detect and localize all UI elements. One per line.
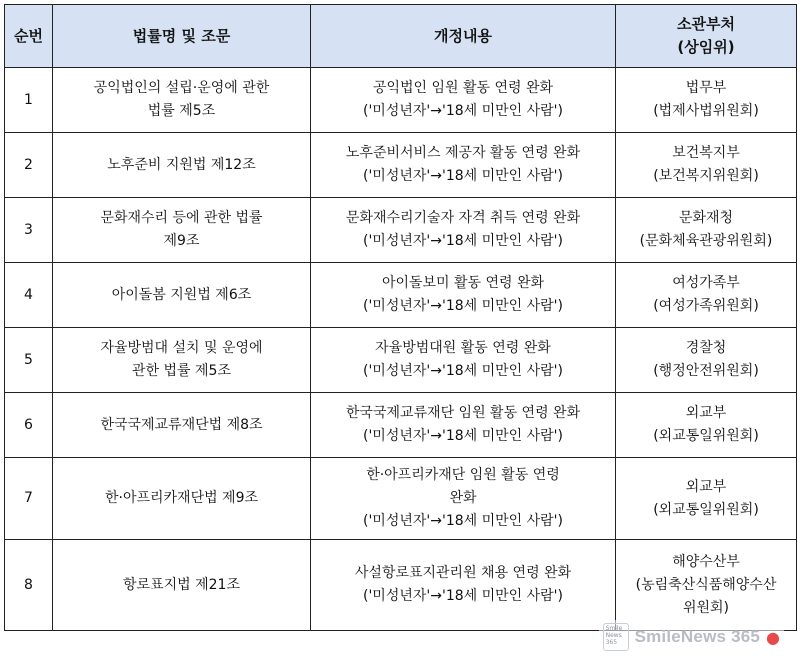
ministry-cell-line: (외교통일위원회)	[653, 501, 759, 518]
law-cell-line: 공익법인의 설립·운영에 관한	[93, 80, 270, 96]
amend-cell-line: 완화	[449, 490, 477, 506]
amend-cell	[311, 198, 616, 263]
amend-cell-line: ('미성년자'→'18세 미만인 사람')	[362, 103, 563, 119]
amend-cell-line: ('미성년자'→'18세 미만인 사람')	[362, 588, 563, 604]
header-amend: 개정내용	[311, 5, 616, 68]
law-cell-line: 한·아프리카재단법 제9조	[104, 490, 259, 506]
table-row	[5, 68, 797, 133]
law-amendment-table	[4, 4, 797, 631]
row-number: 1	[5, 68, 53, 133]
amend-cell-line: 노후준비서비스 제공자 활동 연령 완화	[345, 145, 581, 161]
amend-cell-line: 문화재수리기술자 자격 취득 연령 완화	[345, 210, 581, 226]
table-body	[5, 68, 797, 631]
amend-cell-line: ('미성년자'→'18세 미만인 사람')	[362, 168, 563, 184]
table-row	[5, 133, 797, 198]
amend-cell	[311, 393, 616, 458]
ministry-cell-line: (보건복지위원회)	[653, 168, 759, 184]
row-number: 5	[5, 328, 53, 393]
table-row	[5, 328, 797, 393]
row-number: 6	[5, 393, 53, 458]
amend-cell-line: 한·아프리카재단 임원 활동 연령	[366, 467, 560, 483]
ministry-cell-line: (행정안전위원회)	[653, 363, 759, 379]
header-ministry-line2: (상임위)	[677, 38, 735, 56]
ministry-cell-line: 법무부	[685, 80, 727, 96]
ministry-cell-line: 경찰청	[685, 340, 727, 356]
amend-cell-line: ('미성년자'→'18세 미만인 사람')	[362, 233, 563, 249]
amend-cell-line: ('미성년자'→'18세 미만인 사람')	[362, 298, 563, 314]
law-cell-line: 자율방범대 설치 및 운영에	[100, 340, 263, 356]
ministry-cell-line: 문화재청	[678, 210, 734, 226]
law-cell	[53, 328, 311, 393]
law-cell-line: 한국국제교류재단법 제8조	[100, 416, 263, 433]
law-cell-line: 아이돌봄 지원법 제6조	[111, 286, 252, 303]
law-cell	[53, 133, 311, 198]
watermark-brand: SmileNews 365	[634, 627, 761, 646]
header-ministry-line1: 소관부처	[677, 15, 735, 33]
amend-cell	[311, 540, 616, 631]
law-cell	[53, 540, 311, 631]
row-number: 2	[5, 133, 53, 198]
amend-cell	[311, 133, 616, 198]
row-number: 4	[5, 263, 53, 328]
header-ministry	[616, 5, 797, 68]
ministry-cell-line: 여성가족부	[672, 275, 740, 291]
amend-cell	[311, 263, 616, 328]
news-logo-icon: Smile News 365	[603, 623, 629, 651]
ministry-cell	[616, 198, 797, 263]
ministry-cell-line: (법제사법위원회)	[653, 103, 759, 119]
ministry-cell	[616, 263, 797, 328]
table-row	[5, 540, 797, 631]
ministry-cell-line: 외교부	[685, 405, 727, 421]
ministry-cell-line: 보건복지부	[672, 145, 740, 161]
ministry-cell	[616, 393, 797, 458]
law-cell-line: 관한 법률 제5조	[132, 363, 231, 379]
row-number: 3	[5, 198, 53, 263]
law-cell-line: 제9조	[163, 233, 200, 249]
header-law: 법률명 및 조문	[53, 5, 311, 68]
ministry-cell-line: (문화체육관광위원회)	[639, 233, 773, 249]
ministry-cell-line: (농림축산식품해양수산	[635, 576, 777, 593]
amend-cell-line: 아이돌보미 활동 연령 완화	[381, 275, 545, 291]
law-cell	[53, 263, 311, 328]
ministry-cell-line: 외교부	[685, 478, 727, 495]
law-cell-line: 노후준비 지원법 제12조	[107, 156, 256, 173]
table-row	[5, 458, 797, 540]
law-cell-line: 항로표지법 제21조	[123, 576, 240, 593]
law-cell	[53, 393, 311, 458]
amend-cell-line: ('미성년자'→'18세 미만인 사람')	[362, 428, 563, 444]
header-row	[5, 5, 797, 68]
ministry-cell	[616, 133, 797, 198]
table-row	[5, 263, 797, 328]
law-cell	[53, 68, 311, 133]
table-row	[5, 393, 797, 458]
ministry-cell-line: (여성가족위원회)	[653, 298, 759, 314]
amend-cell-line: ('미성년자'→'18세 미만인 사람')	[362, 363, 563, 379]
header-no: 순번	[5, 5, 53, 68]
amend-cell-line: 한국국제교류재단 임원 활동 연령 완화	[345, 405, 581, 421]
ministry-cell-line: 해양수산부	[672, 553, 740, 570]
amend-cell	[311, 328, 616, 393]
amend-cell-line: 자율방범대원 활동 연령 완화	[375, 340, 551, 356]
amend-cell-line: ('미성년자'→'18세 미만인 사람')	[362, 513, 563, 529]
law-cell	[53, 458, 311, 540]
law-cell	[53, 198, 311, 263]
ministry-cell-line: 위원회)	[682, 599, 730, 616]
law-cell-line: 문화재수리 등에 관한 법률	[100, 210, 263, 226]
amend-cell-line: 사설항로표지관리원 채용 연령 완화	[354, 565, 572, 581]
row-number: 7	[5, 458, 53, 540]
ministry-cell-line: (외교통일위원회)	[653, 428, 759, 444]
law-cell-line: 법률 제5조	[147, 103, 216, 119]
row-number: 8	[5, 540, 53, 631]
amend-cell-line: 공익법인 임원 활동 연령 완화	[372, 80, 554, 96]
amend-cell	[311, 68, 616, 133]
watermark	[599, 620, 784, 654]
ministry-cell	[616, 540, 797, 631]
table-row	[5, 198, 797, 263]
amend-cell	[311, 458, 616, 540]
ministry-cell	[616, 458, 797, 540]
smile-icon: ●	[766, 627, 780, 647]
ministry-cell	[616, 68, 797, 133]
ministry-cell	[616, 328, 797, 393]
